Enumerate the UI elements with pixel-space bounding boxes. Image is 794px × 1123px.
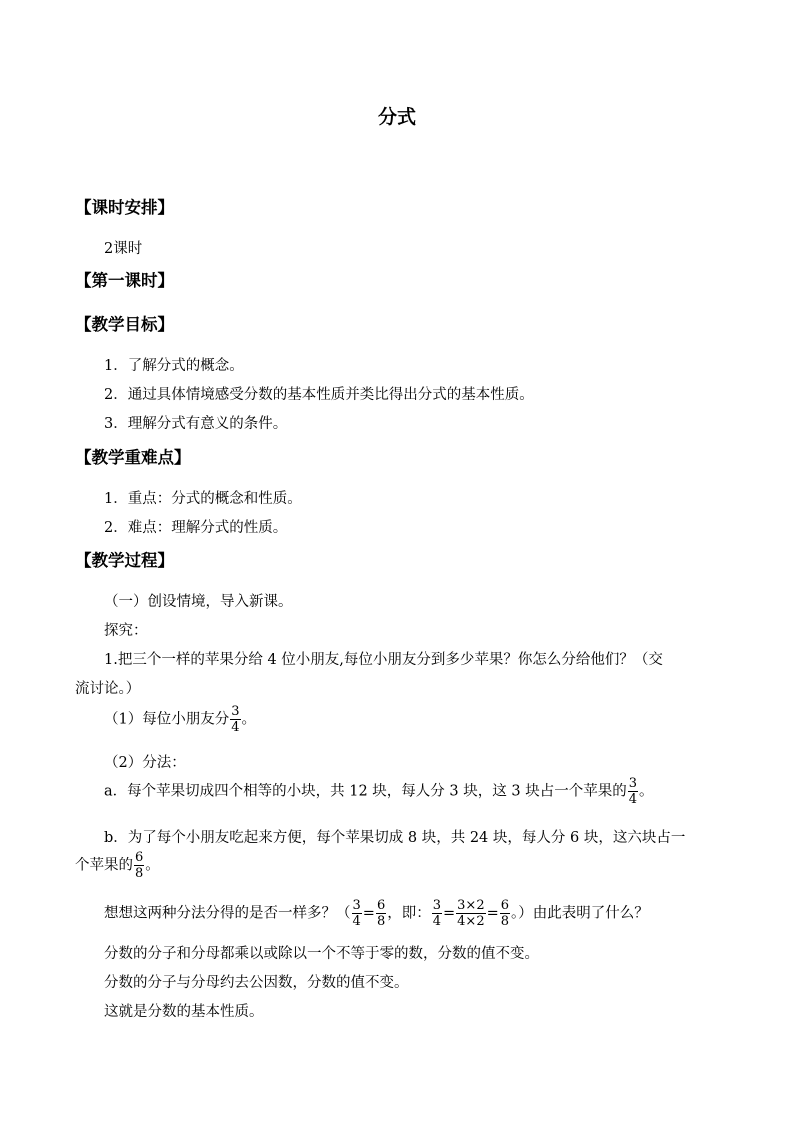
fraction-6-8: $\frac{6}{8}$ (376, 898, 386, 929)
answer-2: （2）分法： (104, 755, 186, 771)
rule-2: 分数的分子与分母约去公因数，分数的值不变。 (104, 975, 409, 991)
heading-goals: 【教学目标】 (75, 315, 174, 334)
fraction-3-4: $\frac{3}{4}$ (628, 776, 637, 807)
fraction-3-4: $\frac{3}{4}$ (231, 704, 240, 735)
rule-3: 这就是分数的基本性质。 (104, 1004, 264, 1020)
method-a: a．每个苹果切成四个相等的小块，共 12 块，每人分 3 块，这 3 块占一个苹果的 $\frac{3}{4}$ 。 (104, 776, 654, 807)
schedule-content: 2课时 (104, 241, 143, 257)
question-1-line-1: 1.把三个一样的苹果分给 4 位小朋友,每位小朋友分到多少苹果？你怎么分给他们？（交 (104, 652, 663, 668)
process-intro: （一）创设情境，导入新课。 (104, 594, 293, 610)
key-point-item: 1．重点：分式的概念和性质。 (104, 491, 302, 507)
goal-item: 2．通过具体情境感受分数的基本性质并类比得出分式的基本性质。 (104, 387, 534, 403)
goal-item: 1．了解分式的概念。 (104, 358, 244, 374)
fraction-3-4: $\frac{3}{4}$ (352, 898, 361, 929)
think-question: 想想这两种分法分得的是否一样多？（ $\frac{3}{4}$ = $\frac{6}{8}$ ，即： $\frac{3}{4}$ = $\frac{3\times 2}{4\times 2}$ = $\frac{6}{8}$ 。）由此表明了什么？ (104, 898, 649, 929)
rule-1: 分数的分子和分母都乘以或除以一个不等于零的数，分数的值不变。 (104, 946, 539, 962)
method-b-line-2: 个苹果的 $\frac{6}{8}$ 。 (75, 850, 160, 881)
heading-key-points: 【教学重难点】 (75, 448, 191, 467)
heading-process: 【教学过程】 (75, 551, 174, 570)
fraction-3x2-4x2: $\frac{3\times 2}{4\times 2}$ (457, 898, 485, 929)
fraction-6-8: $\frac{6}{8}$ (135, 850, 144, 881)
question-1-line-2: 流讨论。） (75, 681, 141, 697)
process-explore: 探究： (104, 623, 148, 639)
page-title: 分式 (377, 106, 416, 128)
heading-first-lesson: 【第一课时】 (75, 271, 174, 290)
fraction-3-4: $\frac{3}{4}$ (432, 898, 441, 929)
goal-item: 3．理解分式有意义的条件。 (104, 416, 288, 432)
key-point-item: 2．难点：理解分式的性质。 (104, 520, 288, 536)
method-b-line-1: b．为了每个小朋友吃起来方便，每个苹果切成 8 块，共 24 块，每人分 6 块，这六块占一 (104, 830, 686, 846)
answer-1: （1）每位小朋友分 $\frac{3}{4}$ 。 (104, 704, 257, 735)
heading-schedule: 【课时安排】 (75, 198, 174, 217)
fraction-6-8: $\frac{6}{8}$ (500, 898, 510, 929)
